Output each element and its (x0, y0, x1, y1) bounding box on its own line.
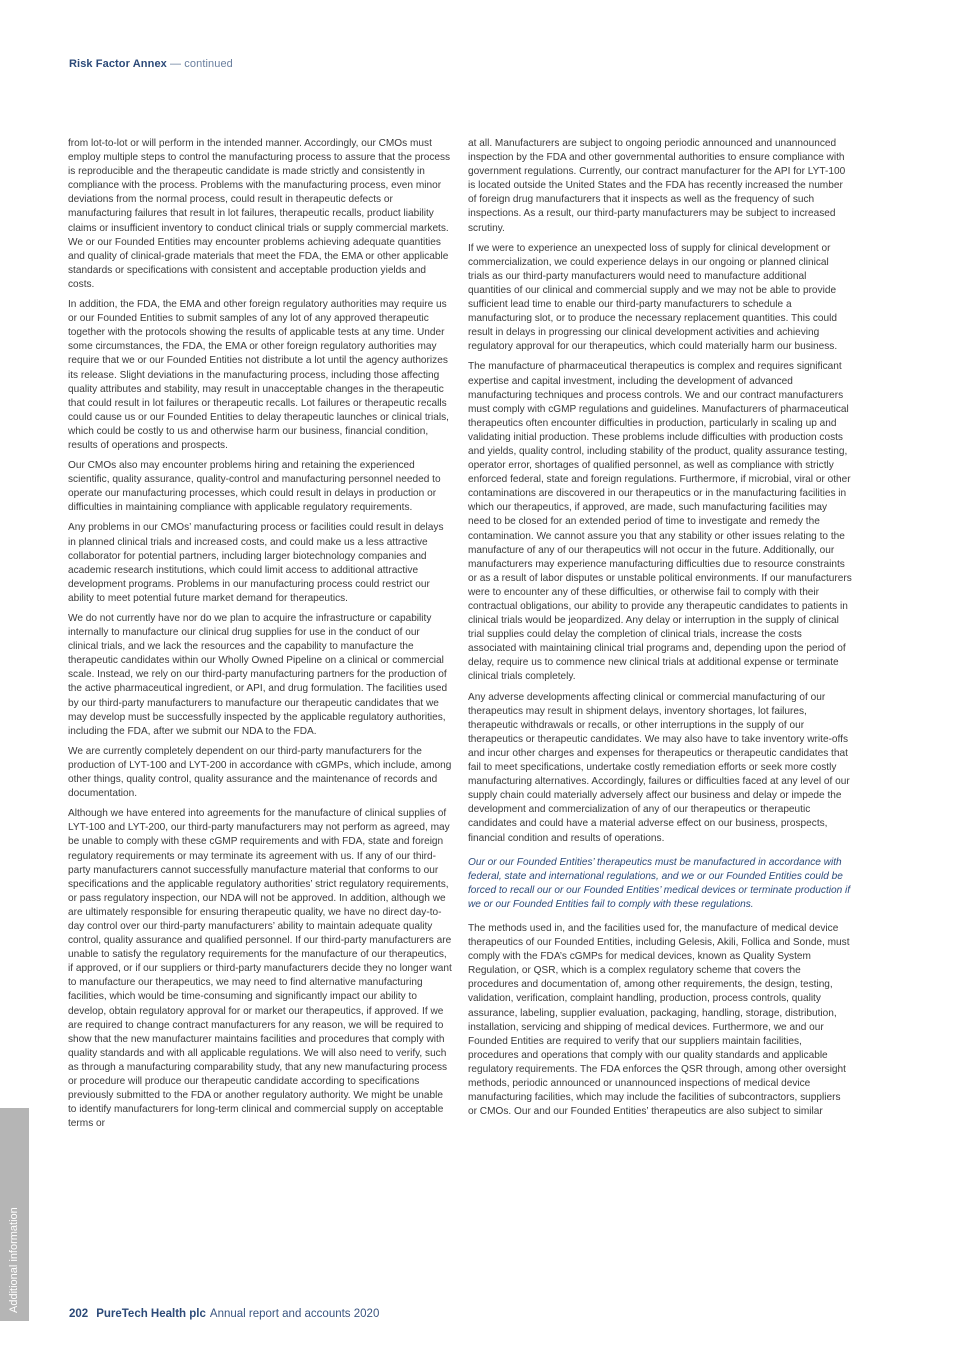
report-title: Annual report and accounts 2020 (209, 1308, 380, 1320)
paragraph: from lot-to-lot or will perform in the intended manner. Accordingly, our CMOs must employ multiple steps to control the manufacturing process to assure that the process is reproducible and the therapeutic candidate is made strictly and consistently in compliance with the process. Problems with the manufacturing process, even minor deviations from the normal process, could result in therapeutic defects or manufacturing failures that result in lot failures, therapeutic recalls, product liability claims or insufficient inventory to conduct clinical trials or supply commercial markets. We or our Founded Entities may encounter problems achieving adequate quantities and quality of clinical-grade materials that meet the FDA, the EMA or other applicable standards or specifications with consistent and acceptable production yields and costs. (68, 138, 451, 290)
header-status: continued (184, 58, 233, 70)
header-separator: — (166, 58, 185, 70)
paragraph: The manufacture of pharmaceutical therapeutics is complex and requires significant expertise and capital investment, including the development of advanced manufacturing techniques and process controls. We and our contract manufacturers must comply with cGMP regulations and guidelines. Manufacturers of pharmaceutical therapeutics often encounter difficulties in production, particularly in scaling up and validating initial production. These problems include difficulties with production costs and yields, quality control, including stability of the product, quality assurance testing, operator error, shortages of qualified personnel, as well as compliance with strictly enforced federal, state and foreign regulations. Furthermore, if microbial, viral or other contaminations are discovered in our therapeutics or in the manufacturing facilities in which our therapeutics, if approved, are made, such manufacturing facilities may need to be closed for an extended period of time to investigate and remedy the contamination. We cannot assure you that any stability or other issues relating to the manufacture of any of our therapeutics will not occur in the future. Additionally, our manufacturers may experience manufacturing difficulties due to resource constraints or as a result of labor disputes or unstable political environments. If our manufacturers were to encounter any of these difficulties, or otherwise fail to comply with their contractual obligations, our ability to provide any therapeutic candidates to patients in clinical trials would be jeopardized. Any delay or interruption in the supply of clinical trial supplies could delay the completion of clinical trials, increase the costs associated with maintaining clinical trial programs and, depending upon the period of delay, require us to commence new clinical trials at additional expense or terminate clinical trials completely. (468, 361, 852, 683)
paragraph: The methods used in, and the facilities used for, the manufacture of medical device therapeutics of our Founded Entities, including Gelesis, Akili, Follica and Sonde, must comply with the FDA’s cGMPs for medical devices, known as Quality System Regulation, or QSR, which is a complex regulatory scheme that covers the procedures and documentation of, among other requirements, the design, testing, validation, verification, complaint handling, production, process controls, quality assurance, labeling, supplier evaluation, packaging, handling, storage, distribution, installation, servicing and shipping of medical devices. Furthermore, we and our Founded Entities are required to verify that our suppliers maintain facilities, procedures and operations that comply with our quality standards and applicable regulatory requirements. The FDA enforces the QSR through, among other oversight methods, periodic announced or unannounced inspections of medical device manufacturing facilities, which may include the facilities of subcontractors, suppliers or CMOs. Our and our Founded Entities’ therapeutics are also subject to similar (468, 922, 850, 1118)
page-number: 202 (69, 1308, 89, 1320)
paragraph: We are currently completely dependent on our third-party manufacturers for the production of LYT-100 and LYT-200 in accordance with cGMPs, which include, among other things, quality control, quality assurance and the maintenance of records and documentation. (68, 745, 452, 800)
side-tab-label: Additional information (7, 1207, 20, 1313)
paragraph: In addition, the FDA, the EMA and other foreign regulatory authorities may require us or our Founded Entities to submit samples of any lot of any approved therapeutic together with the protocols showing the results of applicable tests at any time. Under some circumstances, the FDA, the EMA or other foreign regulatory authorities may require that we or our Founded Entities not distribute a lot until the agency authorizes its release. Slight deviations in the manufacturing process, including those affecting quality attributes and stability, may result in unacceptable changes in the therapeutic that could result in lot failures or therapeutic recalls. Lot failures or therapeutic recalls could cause us or our Founded Entities to delay therapeutic launches or clinical trials, which could be costly to us and otherwise harm our business, financial condition, results of operations and prospects. (68, 299, 449, 451)
running-header (69, 58, 233, 70)
page-footer (69, 1308, 379, 1320)
paragraph: Any adverse developments affecting clinical or commercial manufacturing of our therapeutics may result in shipment delays, inventory shortages, lot failures, therapeutic withdrawals or recalls, or other interruptions in the supply of our therapeutics or therapeutic candidates. We may also have to take inventory write-offs and incur other charges and expenses for therapeutics or therapeutic candidates that fail to meet specifications, undertake costly remediation efforts or seek more costly manufacturing alternatives. Accordingly, failures or difficulties faced at any level of our supply chain could materially adversely affect our business and delay or impede the development and commercialization of any of our therapeutics or therapeutic candidates and could have a material adverse effect on our business, prospects, financial condition and results of operations. (468, 691, 850, 844)
paragraph: Although we have entered into agreements for the manufacture of clinical supplies of LYT-100 and LYT-200, our third-party manufacturers may not perform as agreed, may be unable to comply with these cGMP requirements and with FDA, state and foreign regulatory requirements or may terminate its agreement with us. If any of our third-party manufacturers cannot successfully manufacture material that conforms to our specifications and the applicable regulatory authorities’ strict regulatory requirements, or pass regulatory inspection, our NDA will not be approved. In addition, although we are ultimately responsible for ensuring therapeutic quality, we have no direct day-to-day control over our third-party manufacturers’ ability to maintain adequate quality control, quality assurance and qualified personnel. If our third-party manufacturers are unable to satisfy the regulatory requirements for the manufacture of our therapeutics, if approved, or if our suppliers or third-party manufacturers decide they no longer want to manufacture our therapeutics, we may need to find alternative manufacturing facilities, which would be time-consuming and significantly impact our ability to develop, obtain regulatory approval for or market our therapeutics, if approved. If we are required to change contract manufacturers for any reason, we will be required to show that the new manufacturer maintains facilities and procedures that comply with quality standards and with all applicable regulations. We will also need to verify, such as through a manufacturing comparability study, that any new manufacturing process or procedure will produce our therapeutic candidate according to specifications previously submitted to the FDA or another regulatory authority. We might be unable to identify manufacturers for long-term clinical and commercial supply on acceptable terms or (68, 808, 452, 1130)
risk-heading: Our or our Founded Entities’ therapeutics must be manufactured in accordance with federal, state and international regulations, and we or our Founded Entities could be forced to recall our or our Founded Entities’ medical devices or terminate production if we or our Founded Entities fail to comply with these regulations. (468, 856, 851, 910)
left-column (68, 137, 452, 1137)
paragraph: at all. Manufacturers are subject to ongoing periodic announced and unannounced inspection by the FDA and other governmental authorities to ensure compliance with government regulations. Currently, our contract manufacturer for the API for LYT-100 is located outside the United States and the FDA has recently increased the number of foreign drug manufacturers that it inspects as well as the frequency of such inspections. As a result, our third-party manufacturers may be subject to increased scrutiny. (468, 138, 846, 234)
company-name: PureTech Health plc (96, 1308, 206, 1320)
paragraph: We do not currently have nor do we plan to acquire the infrastructure or capability internally to manufacture our clinical drug supplies for use in the conduct of our clinical trials, and we lack the resources and the capability to manufacture the therapeutic candidates within our Wholly Owned Pipeline on a clinical or commercial scale. Instead, we rely on our third-party manufacturing partners for the production of the active pharmaceutical ingredient, or API, and drug formulation. The facilities used by our third-party manufacturers to manufacture our therapeutic candidates that we may develop must be successfully inspected by the applicable regulatory authorities, including the FDA, after we submit our NDA to the FDA. (68, 613, 448, 737)
paragraph: If we were to experience an unexpected loss of supply for clinical development or commercialization, we could experience delays in our ongoing or planned clinical trials as our third-party manufacturers would need to manufacture additional quantities of our clinical and commercial supply and we may not be able to provide sufficient lead time to enable our third-party manufacturers to schedule a manufacturing slot, or to produce the necessary replacement quantities. This could result in delays in progressing our clinical development activities and achieving regulatory approval for our therapeutics, which could materially harm our business. (468, 242, 838, 353)
side-section-tab[interactable] (0, 1108, 29, 1321)
paragraph: Our CMOs also may encounter problems hiring and retaining the experienced scientific, quality assurance, quality-control and manufacturing personnel needed to operate our manufacturing processes, which could result in delays in production or difficulties in maintaining compliance with applicable regulatory requirements. (68, 460, 441, 514)
paragraph: Any problems in our CMOs’ manufacturing process or facilities could result in delays in planned clinical trials and increased costs, and could make us a less attractive collaborator for potential partners, including larger biotechnology companies and academic research institutions, which could limit access to additional attractive development programs. Problems in our manufacturing process could restrict our ability to meet potential future market demand for therapeutics. (68, 522, 444, 604)
right-column (468, 137, 852, 1125)
header-section-title: Risk Factor Annex (69, 58, 167, 70)
